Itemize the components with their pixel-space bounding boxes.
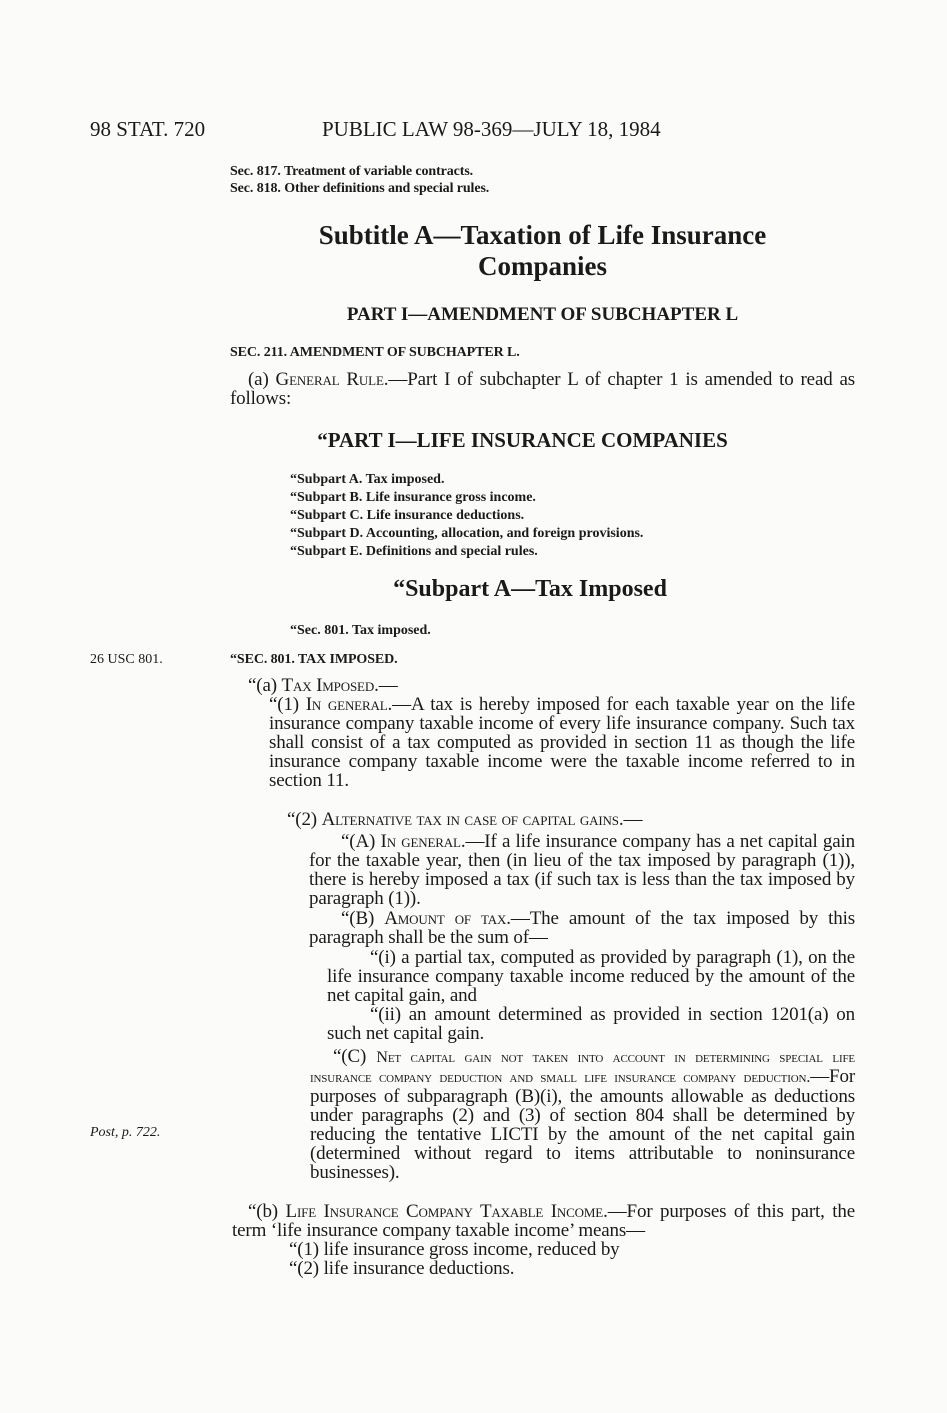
para-prefix: “(1) xyxy=(269,694,306,715)
sec-211-heading: SEC. 211. AMENDMENT OF SUBCHAPTER L. xyxy=(230,345,520,360)
sec-801-a-2-A-paragraph xyxy=(309,832,855,908)
para-text: —Part I of subchapter L of chapter 1 is amended to read as follows: xyxy=(230,369,856,409)
sec-801-a-heading xyxy=(248,676,398,695)
para-text: —If a life insurance company has a net capital gain for the taxable year, then (in lieu of the tax imposed by paragraph (1)), there is hereby imposed a tax (if such tax is less than the tax imposed by paragraph (1)). xyxy=(309,831,855,909)
subpart-item: “Subpart D. Accounting, allocation, and foreign provisions. xyxy=(290,526,644,541)
sec-801-a-2-heading xyxy=(287,810,642,829)
para-text: —A tax is hereby imposed for each taxable year on the life insurance company taxable income of every life insurance company. Such tax shall consist of a tax computed as provided in section 11 as though the life insurance company taxable income were the taxable income referred to in section 11. xyxy=(269,694,855,791)
para-text: —For purposes of subparagraph (B)(i), the amounts allowable as deductions under paragraphs (2) and (3) of section 804 shall be determined by reducing the tentative LICTI by the amount of the net capital gain (determined without regard to items attributable to noninsurance businesses). xyxy=(310,1066,855,1183)
subpart-list xyxy=(290,471,643,561)
para-prefix: (a) xyxy=(248,369,276,390)
margin-note-post xyxy=(90,1125,160,1141)
para-caption: Amount of tax. xyxy=(384,908,511,929)
para-prefix: “(a) xyxy=(248,675,282,696)
sec-801-b-2-paragraph: “(2) life insurance deductions. xyxy=(289,1258,515,1279)
subpart-item: “Subpart C. Life insurance deductions. xyxy=(290,508,525,523)
subtitle-line-1: Subtitle A—Taxation of Life Insurance xyxy=(318,220,767,250)
para-caption: Tax Imposed. xyxy=(281,675,379,696)
sec-211-a-paragraph xyxy=(230,370,855,408)
margin-note-usc: 26 USC 801. xyxy=(90,652,163,667)
subpart-a-heading: “Subpart A—Tax Imposed xyxy=(393,576,667,602)
sec-801-heading: “SEC. 801. TAX IMPOSED. xyxy=(230,652,398,667)
sec-801-a-1-paragraph xyxy=(269,695,855,790)
sec-801-a-2-B-ii-paragraph: “(ii) an amount determined as provided in section 1201(a) on such net capital gain. xyxy=(327,1004,855,1044)
para-dash: — xyxy=(378,675,398,696)
para-caption: Life Insurance Company Taxable Income. xyxy=(285,1201,608,1222)
para-prefix: “(2) xyxy=(287,809,322,830)
stat-page-number: 98 STAT. 720 xyxy=(90,117,206,141)
para-prefix: “(B) xyxy=(341,908,385,929)
para-text: —For purposes of this part, the term ‘life insurance company taxable income’ means— xyxy=(232,1201,856,1241)
subpart-item: “Subpart A. Tax imposed. xyxy=(290,472,445,487)
sec-801-b-1-paragraph: “(1) life insurance gross income, reduced by xyxy=(289,1239,620,1260)
para-caption: General Rule. xyxy=(275,369,389,390)
subtitle-heading xyxy=(230,220,855,282)
sec-801-a-2-C-paragraph xyxy=(310,1047,855,1182)
running-header-title: PUBLIC LAW 98-369—JULY 18, 1984 xyxy=(322,117,661,141)
toc-item: Sec. 818. Other definitions and special rules. xyxy=(230,181,490,196)
subpart-a-toc: “Sec. 801. Tax imposed. xyxy=(290,623,431,638)
para-prefix: “(A) xyxy=(341,831,381,852)
margin-note-text: Post, p. 722. xyxy=(90,1125,161,1140)
part1-heading: “PART I—LIFE INSURANCE COMPANIES xyxy=(317,428,728,452)
para-caption: In general. xyxy=(305,694,393,715)
toc-item: Sec. 817. Treatment of variable contracts. xyxy=(230,164,474,179)
para-dash: — xyxy=(623,809,643,830)
para-prefix: “(C) xyxy=(333,1046,377,1067)
sec-801-a-2-B-i-paragraph: “(i) a partial tax, computed as provided by paragraph (1), on the life insurance company taxable income reduced by the amount of the net capital gain, and xyxy=(327,947,855,1006)
sec-801-b-paragraph xyxy=(232,1202,855,1240)
para-caption: Net capital gain not taken into account in determining special life insurance company deduction and small life insurance company deduction. xyxy=(310,1049,855,1086)
subtitle-line-2: Companies xyxy=(477,251,607,281)
subpart-item: “Subpart E. Definitions and special rules. xyxy=(290,544,538,559)
subpart-item: “Subpart B. Life insurance gross income. xyxy=(290,490,536,505)
para-caption: Alternative tax in case of capital gains. xyxy=(321,809,624,830)
para-text: —The amount of the tax imposed by this paragraph shall be the sum of— xyxy=(309,908,855,948)
part-heading: PART I—AMENDMENT OF SUBCHAPTER L xyxy=(346,304,739,325)
sec-801-a-2-B-paragraph xyxy=(309,909,855,947)
para-caption: In general. xyxy=(380,831,466,852)
para-prefix: “(b) xyxy=(248,1201,286,1222)
